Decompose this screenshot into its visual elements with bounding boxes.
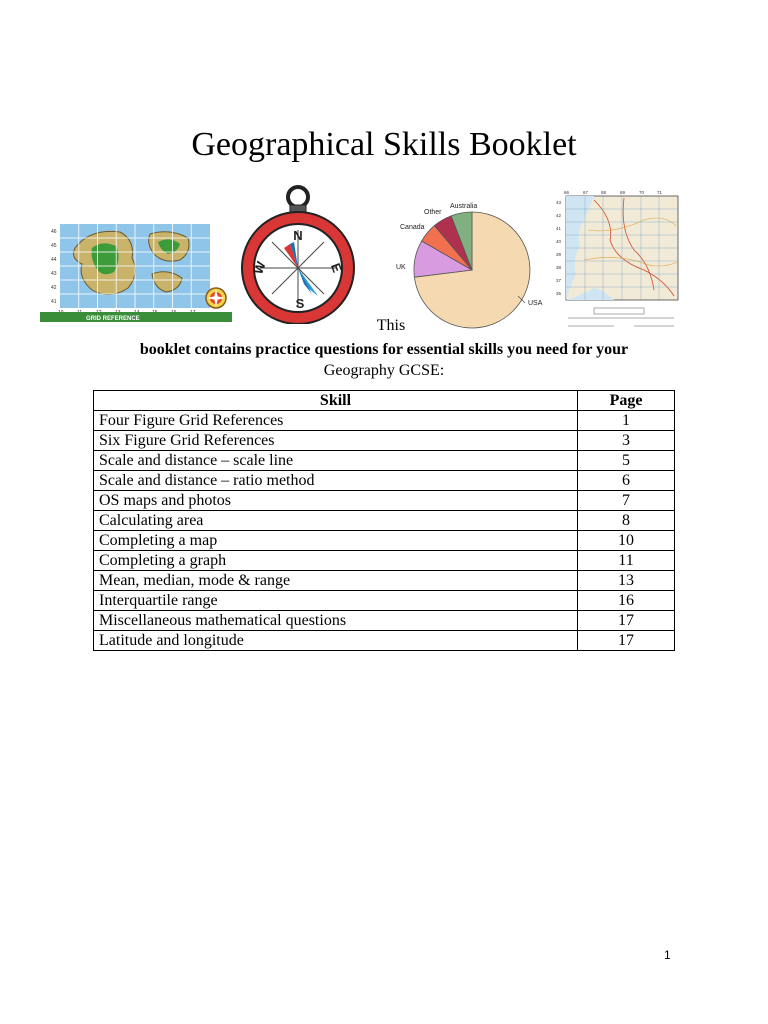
skill-cell: OS maps and photos — [94, 491, 578, 511]
os-map-x-tick: 68 — [601, 190, 607, 195]
os-map-y-tick: 42 — [556, 213, 562, 218]
table-row — [94, 511, 675, 531]
skill-cell: Completing a graph — [94, 551, 578, 571]
os-map-y-tick: 41 — [556, 226, 562, 231]
table-row — [94, 431, 675, 451]
page-cell: 1 — [578, 411, 675, 431]
os-map-y-tick: 39 — [556, 252, 562, 257]
grid-map-y-tick: 41 — [51, 299, 57, 305]
os-map-y-tick: 40 — [556, 239, 562, 244]
table-row — [94, 411, 675, 431]
os-map-x-tick: 70 — [639, 190, 645, 195]
os-map-image — [554, 190, 686, 334]
os-map-y-tick: 36 — [556, 291, 562, 296]
compass-letter-w: W — [250, 259, 269, 277]
skill-cell: Completing a map — [94, 531, 578, 551]
grid-map-y-tick: 46 — [51, 229, 57, 235]
table-row — [94, 631, 675, 651]
os-map-x-tick: 67 — [583, 190, 589, 195]
os-map-y-tick: 38 — [556, 265, 562, 270]
skill-cell: Latitude and longitude — [94, 631, 578, 651]
table-row — [94, 471, 675, 491]
skill-cell: Miscellaneous mathematical questions — [94, 611, 578, 631]
grid-map-y-tick: 43 — [51, 271, 57, 277]
grid-map-y-tick: 42 — [51, 285, 57, 291]
pie-label: USA — [528, 300, 543, 307]
skill-cell: Four Figure Grid References — [94, 411, 578, 431]
page-cell: 17 — [578, 611, 675, 631]
page-cell: 3 — [578, 431, 675, 451]
os-map-x-tick: 66 — [564, 190, 570, 195]
skill-cell: Scale and distance – ratio method — [94, 471, 578, 491]
compass-letter-n: N — [293, 228, 303, 243]
column-header-skill: Skill — [94, 391, 578, 411]
grid-map-y-tick: 45 — [51, 243, 57, 249]
table-row — [94, 591, 675, 611]
skill-cell: Six Figure Grid References — [94, 431, 578, 451]
grid-map-y-tick: 44 — [51, 257, 57, 263]
page-cell: 8 — [578, 511, 675, 531]
pie-label: Other — [424, 209, 442, 216]
compass-letter-s: S — [295, 296, 305, 311]
table-row — [94, 491, 675, 511]
page-cell: 16 — [578, 591, 675, 611]
grid-map-caption: GRID REFERENCE — [86, 316, 140, 322]
pie-label: Australia — [450, 203, 478, 210]
pie-chart-image — [392, 198, 552, 332]
column-header-page: Page — [578, 391, 675, 411]
intro-line: booklet contains practice questions for essential skills you need for your — [139, 341, 629, 358]
pie-label: Canada — [400, 224, 425, 231]
compass-image — [238, 184, 358, 324]
compass-letter-e: E — [327, 261, 346, 275]
os-map-x-tick: 71 — [657, 190, 663, 195]
page-cell: 17 — [578, 631, 675, 651]
intro-this: This — [376, 317, 406, 334]
os-map-x-tick: 69 — [620, 190, 626, 195]
skill-cell: Interquartile range — [94, 591, 578, 611]
table-row — [94, 531, 675, 551]
skill-cell: Mean, median, mode & range — [94, 571, 578, 591]
table-row — [94, 611, 675, 631]
skill-cell: Scale and distance – scale line — [94, 451, 578, 471]
pie-label: UK — [396, 264, 406, 271]
contents-table — [93, 390, 675, 651]
intro-line: Geography GCSE: — [323, 362, 445, 379]
table-row — [94, 451, 675, 471]
os-map-y-tick: 43 — [556, 200, 562, 205]
compass-rose-icon — [206, 288, 226, 308]
page-cell: 13 — [578, 571, 675, 591]
page-cell: 10 — [578, 531, 675, 551]
table-row — [94, 551, 675, 571]
page-cell: 6 — [578, 471, 675, 491]
page-cell: 5 — [578, 451, 675, 471]
grid-reference-map-image — [40, 218, 232, 322]
intro-text — [84, 339, 684, 381]
table-header-row — [94, 391, 675, 411]
skill-cell: Calculating area — [94, 511, 578, 531]
page-number: 1 — [664, 948, 671, 962]
page-cell: 11 — [578, 551, 675, 571]
page-cell: 7 — [578, 491, 675, 511]
page-title: Geographical Skills Booklet — [191, 126, 577, 163]
os-map-y-tick: 37 — [556, 278, 562, 283]
table-row — [94, 571, 675, 591]
